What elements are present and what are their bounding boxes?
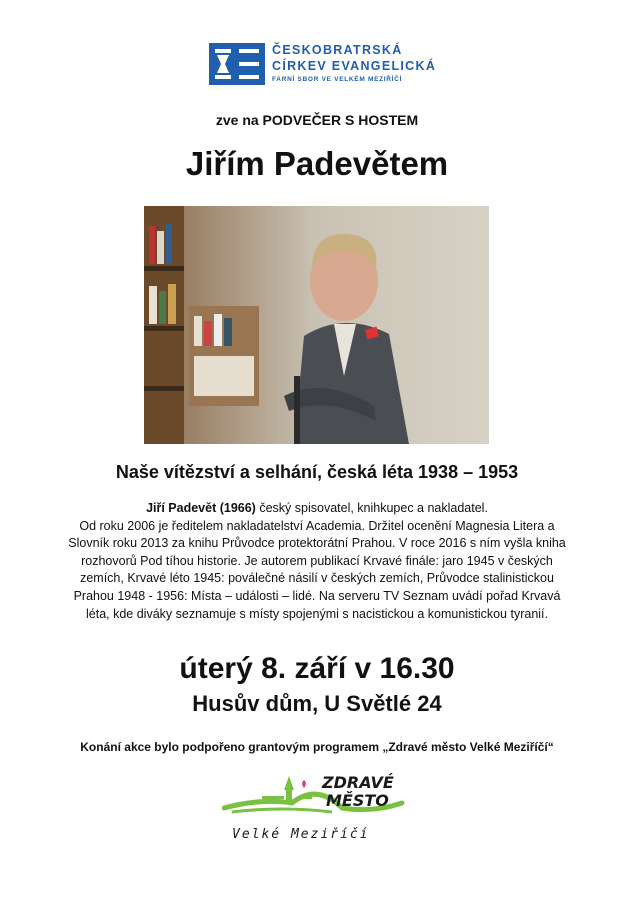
event-place: Husův dům, U Světlé 24 <box>192 691 442 716</box>
healthy-city-line1: ZDRAVÉ <box>322 773 394 792</box>
bio-line-4: rozhovorů Pod tíhou historie. Je autorem publikací Krvavé finále: jaro 1945 v českých <box>81 553 553 568</box>
guest-name: Jiřím Padevětem <box>185 145 449 182</box>
bio-line-3: Slovník roku 2013 za knihu Průvodce protektorátní Prahou. V roce 2016 s ním vyšla kniha <box>68 536 566 551</box>
bio-line-2: Od roku 2006 je ředitelem nakladatelství Academia. Držitel ocenění Magnesia Litera a <box>79 518 555 533</box>
church-name-line2: CÍRKEV EVANGELICKÁ <box>272 59 437 73</box>
talk-subtitle: Naše vítězství a selhání, česká léta 1938 – 1953 <box>115 462 519 482</box>
healthy-city-line2: MĚSTO <box>326 791 389 810</box>
church-logo-icon <box>209 43 265 85</box>
bio-line-5: zemích, Krvavé léto 1945: poválečné násilí v českých zemích, Průvodce stalinistickou <box>80 571 554 586</box>
bio-line-7: léta, kde diváky seznamuje s místy spojenými s nacistickou a komunistickou tyranií. <box>86 606 548 621</box>
bio-line-1 <box>42 500 592 518</box>
guest-portrait-photo <box>144 206 489 444</box>
invitation-text: zve na PODVEČER S HOSTEM <box>215 112 419 128</box>
bio-name: Jiří Padevět (1966) <box>146 501 256 515</box>
bio-line-1-rest: český spisovatel, knihkupec a nakladatel. <box>255 501 488 515</box>
healthy-city-town: Velké Meziříčí <box>232 827 370 842</box>
church-name-line1: ČESKOBRATRSKÁ <box>272 43 403 57</box>
event-date: úterý 8. září v 16.30 <box>179 652 455 685</box>
bio-line-6: Prahou 1948 - 1956: Místa – události – lidé. Na serveru TV Seznam uvádí pořad Krvavá <box>73 588 561 603</box>
grant-note: Konání akce bylo podpořeno grantovým programem „Zdravé město Velké Meziříčí“ <box>80 740 554 754</box>
guest-bio <box>42 500 592 623</box>
parish-name: FARNÍ SBOR VE VELKÉM MEZIŘÍČÍ <box>272 76 403 83</box>
